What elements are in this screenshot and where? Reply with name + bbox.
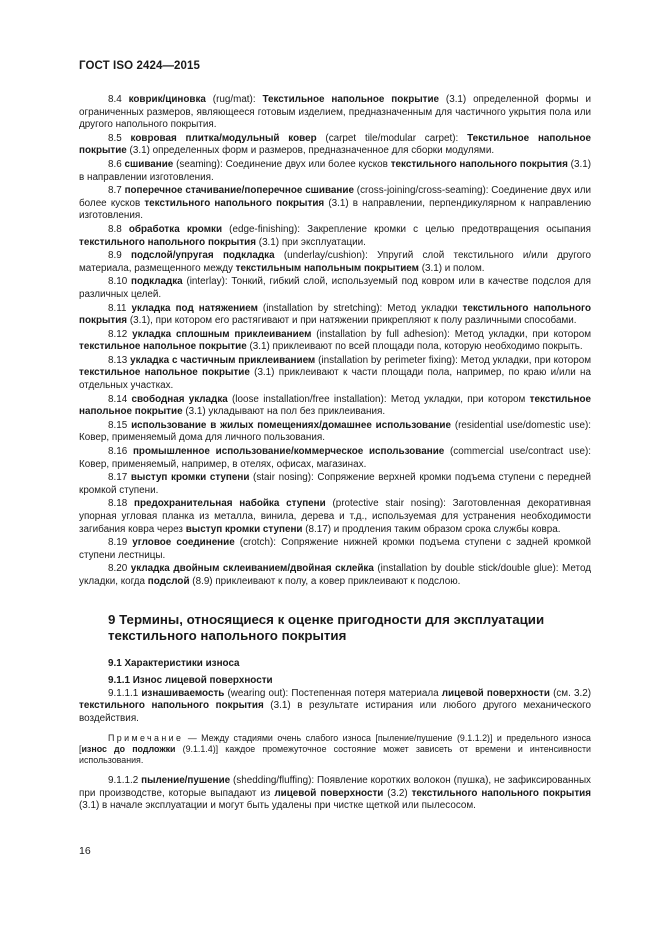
term-entry [79, 133, 591, 158]
subsection-title: 9.1 Характеристики износа [108, 657, 240, 669]
term-entry [79, 94, 591, 132]
term-bold: текстильного напольного покрытия [144, 197, 325, 209]
term-text: (carpet tile/modular carpet): [316, 132, 468, 144]
term-text: 9.1.1.2 [108, 775, 142, 787]
term-bold: текстильного напольного покрытия [79, 302, 592, 327]
term-text: (9.1.1.4)] каждое промежуточное состояние может зависеть от времени и интенсивности использования. [79, 743, 591, 765]
term-entry [79, 446, 591, 471]
term-text: (edge-finishing): Закрепление кромки с целью предотвращения осыпания [222, 223, 591, 235]
term-text: (3.1) и полом. [418, 262, 485, 274]
term-bold: Текстильное напольное покрытие [79, 132, 592, 157]
term-text: (shedding/fluffing): Появление коротких волокон (пушка), не зафиксированных при производстве, которые выпадают из [79, 775, 591, 799]
term-text: (crotch): Сопряжение нижней кромки подъема ступени с задней кромкой ступени лестницы. [79, 537, 591, 561]
term-bold: износ до подложки [81, 743, 176, 754]
term-text: (installation by stretching): Метод укладки [257, 302, 463, 314]
term-text: (installation by full adhesion): Метод укладки, при котором [311, 328, 592, 340]
note-label: Примечание [108, 732, 184, 743]
term-bold: текстильного напольного покрытия [411, 787, 591, 799]
term-bold: выступ кромки ступени [130, 472, 250, 484]
term-bold: коврик/циновка [128, 94, 206, 105]
term-text: 8.12 [108, 328, 133, 340]
term-entry [79, 420, 591, 445]
term-text: (residential use/domestic use): Ковер, применяемый дома для личного пользования. [79, 419, 591, 444]
term-bold: свободная укладка [131, 393, 228, 405]
term-text: 8.9 [108, 250, 131, 262]
term-bold: использование в жилых помещениях/домашнее использование [131, 419, 451, 431]
term-text: 8.5 [108, 132, 131, 144]
term-text: (3.1), при котором его растягивают и при натяжении прикрепляют к полу различными способами. [127, 315, 577, 327]
term-text: (interlay): Тонкий, гибкий слой, используемый под ковром или в качестве подслоя для различных целей. [79, 276, 591, 300]
term-text: 8.17 [108, 472, 131, 484]
term-text: (3.1) в результате истирания или любого другого механического воздействия. [79, 700, 591, 724]
term-text: (см. 3.2) [549, 687, 591, 699]
term-entry [79, 276, 591, 301]
term-entry [79, 775, 591, 813]
term-bold: предохранительная набойка ступени [134, 498, 326, 510]
term-text: (8.9) приклеивают к полу, а ковер приклеивают к подслою. [189, 575, 461, 587]
term-entry [79, 329, 591, 354]
term-text: 8.6 [108, 158, 125, 170]
term-text: 8.10 [108, 276, 131, 288]
term-entry [79, 159, 591, 184]
term-entry [79, 563, 591, 588]
term-bold: подслой/упругая подкладка [130, 250, 275, 262]
term-bold: обработка кромки [128, 223, 223, 235]
term-text: (3.1) приклеивают по всей площади пола, которую необходимо покрыть. [246, 341, 583, 353]
term-text: (installation by perimeter fixing): Метод укладки, при котором [315, 354, 592, 366]
term-bold: подслой [147, 575, 190, 587]
term-bold: укладка сплошным приклеиванием [132, 328, 312, 340]
term-text: (3.1) в направлении изготовления. [79, 158, 591, 183]
term-text: (3.1) определенной формы и ограниченных размеров, являющееся готовым изделием, предназначенным для частичного укрытия пола или другого напольного покрытия. [79, 94, 591, 131]
term-bold: текстильного напольного покрытия [390, 158, 568, 170]
term-entry [79, 250, 591, 275]
term-text: (loose installation/free installation): Метод укладки, при котором [227, 393, 530, 405]
term-bold: подкладка [131, 276, 183, 288]
document-header: ГОСТ ISO 2424—2015 [79, 60, 201, 72]
term-text: (underlay/cushion): Упругий слой текстильного и/или другого материала, размещенного между [79, 250, 591, 274]
term-entry [79, 472, 591, 497]
term-text: (wearing out): Постепенная потеря материала [224, 687, 442, 699]
term-bold: укладка с частичным приклеиванием [130, 354, 316, 366]
page-number: 16 [79, 845, 91, 857]
term-bold: текстильного напольного покрытия [79, 700, 264, 712]
term-text: 8.4 [108, 94, 129, 105]
term-text: (8.17) и продления таким образом срока службы ковра. [302, 523, 561, 535]
term-text: 8.19 [108, 537, 133, 549]
term-entry [79, 394, 591, 419]
term-text: (rug/mat): [205, 94, 263, 105]
term-text: 8.14 [108, 393, 132, 405]
subsubsection-title: 9.1.1 Износ лицевой поверхности [108, 675, 273, 687]
term-text: (3.1) приклеивают к части площади пола, например, по краю и/или на отдельных участках. [79, 367, 591, 392]
term-text: (stair nosing): Сопряжение верхней кромки подъема ступени с передней кромкой ступени. [79, 472, 591, 496]
term-text: (3.1) в начале эксплуатации и могут быть удалены при чистке щеткой или пылесосом. [79, 800, 476, 812]
term-bold: текстильным напольным покрытием [235, 262, 419, 274]
term-text: (installation by double stick/double glue): Метод укладки, когда [79, 563, 591, 587]
term-bold: текстильное напольное покрытие [79, 367, 250, 379]
section-title: 9 Термины, относящиеся к оценке пригодности для эксплуатации текстильного напольного покрытия [108, 611, 545, 644]
note [79, 733, 591, 767]
term-text: — Между стадиями очень слабого износа [пыление/пушение (9.1.1.2)] и предельного износа [ [79, 732, 591, 754]
term-bold: текстильное напольное покрытие [79, 341, 247, 353]
term-text: (seaming): Соединение двух или более кусков [173, 158, 391, 170]
term-bold: пыление/пушение [141, 775, 231, 787]
term-text: (cross-joining/cross-seaming): Соединение двух или более кусков [79, 185, 591, 209]
term-text: (3.1) укладывают на пол без приклеивания. [182, 406, 386, 418]
term-text: 8.20 [108, 563, 131, 575]
term-text: (3.1) определенных форм и размеров, предназначенное для сборки модулями. [126, 145, 495, 157]
term-text: 8.13 [108, 354, 131, 366]
term-bold: изнашиваемость [141, 687, 225, 699]
term-text: 8.7 [108, 185, 125, 197]
term-entry [79, 185, 591, 223]
term-text: (commercial use/contract use): Ковер, применяемый, например, в отелях, офисах, магазинах. [79, 446, 591, 470]
term-entry [79, 688, 591, 726]
term-bold: промышленное использование/коммерческое использование [132, 446, 445, 458]
term-text: (3.1) при эксплуатации. [256, 236, 366, 248]
term-text: 8.18 [108, 498, 134, 510]
term-bold: угловое соединение [132, 537, 235, 549]
term-text: 8.11 [108, 302, 132, 314]
term-text: 9.1.1.1 [108, 687, 142, 699]
term-bold: сшивание [124, 158, 174, 170]
term-text: (protective stair nosing): Заготовленная декоративная упорная угловая планка из металла, винила, дерева и т.д., используемая для устранения необходимости загибания ковра через [79, 498, 592, 535]
term-text: 8.8 [108, 223, 129, 235]
term-bold: лицевой поверхности [441, 687, 550, 699]
term-bold: лицевой поверхности [274, 787, 384, 799]
term-entries-section-8 [79, 94, 591, 589]
term-bold: текстильное напольное покрытие [79, 393, 591, 418]
term-bold: укладка двойным склеиванием/двойная склейка [130, 563, 374, 575]
term-bold: выступ кромки ступени [185, 523, 303, 535]
term-entry [79, 224, 591, 249]
term-text: (3.2) [383, 787, 412, 799]
term-bold: поперечное стачивание/поперечное сшивание [124, 185, 354, 197]
term-bold: укладка под натяжением [131, 302, 258, 314]
term-bold: текстильного напольного покрытия [79, 236, 257, 248]
term-text: (3.1) в направлении, перпендикулярном к направлению изготовления. [79, 197, 591, 222]
term-entry [79, 498, 591, 536]
term-entry [79, 355, 591, 393]
term-entry [79, 303, 591, 328]
term-text: 8.16 [108, 446, 133, 458]
term-bold: ковровая плитка/модульный ковер [130, 132, 317, 144]
term-text: 8.15 [108, 419, 132, 431]
term-bold: Текстильное напольное покрытие [262, 94, 440, 105]
page-content [79, 94, 591, 814]
term-entry [79, 537, 591, 562]
